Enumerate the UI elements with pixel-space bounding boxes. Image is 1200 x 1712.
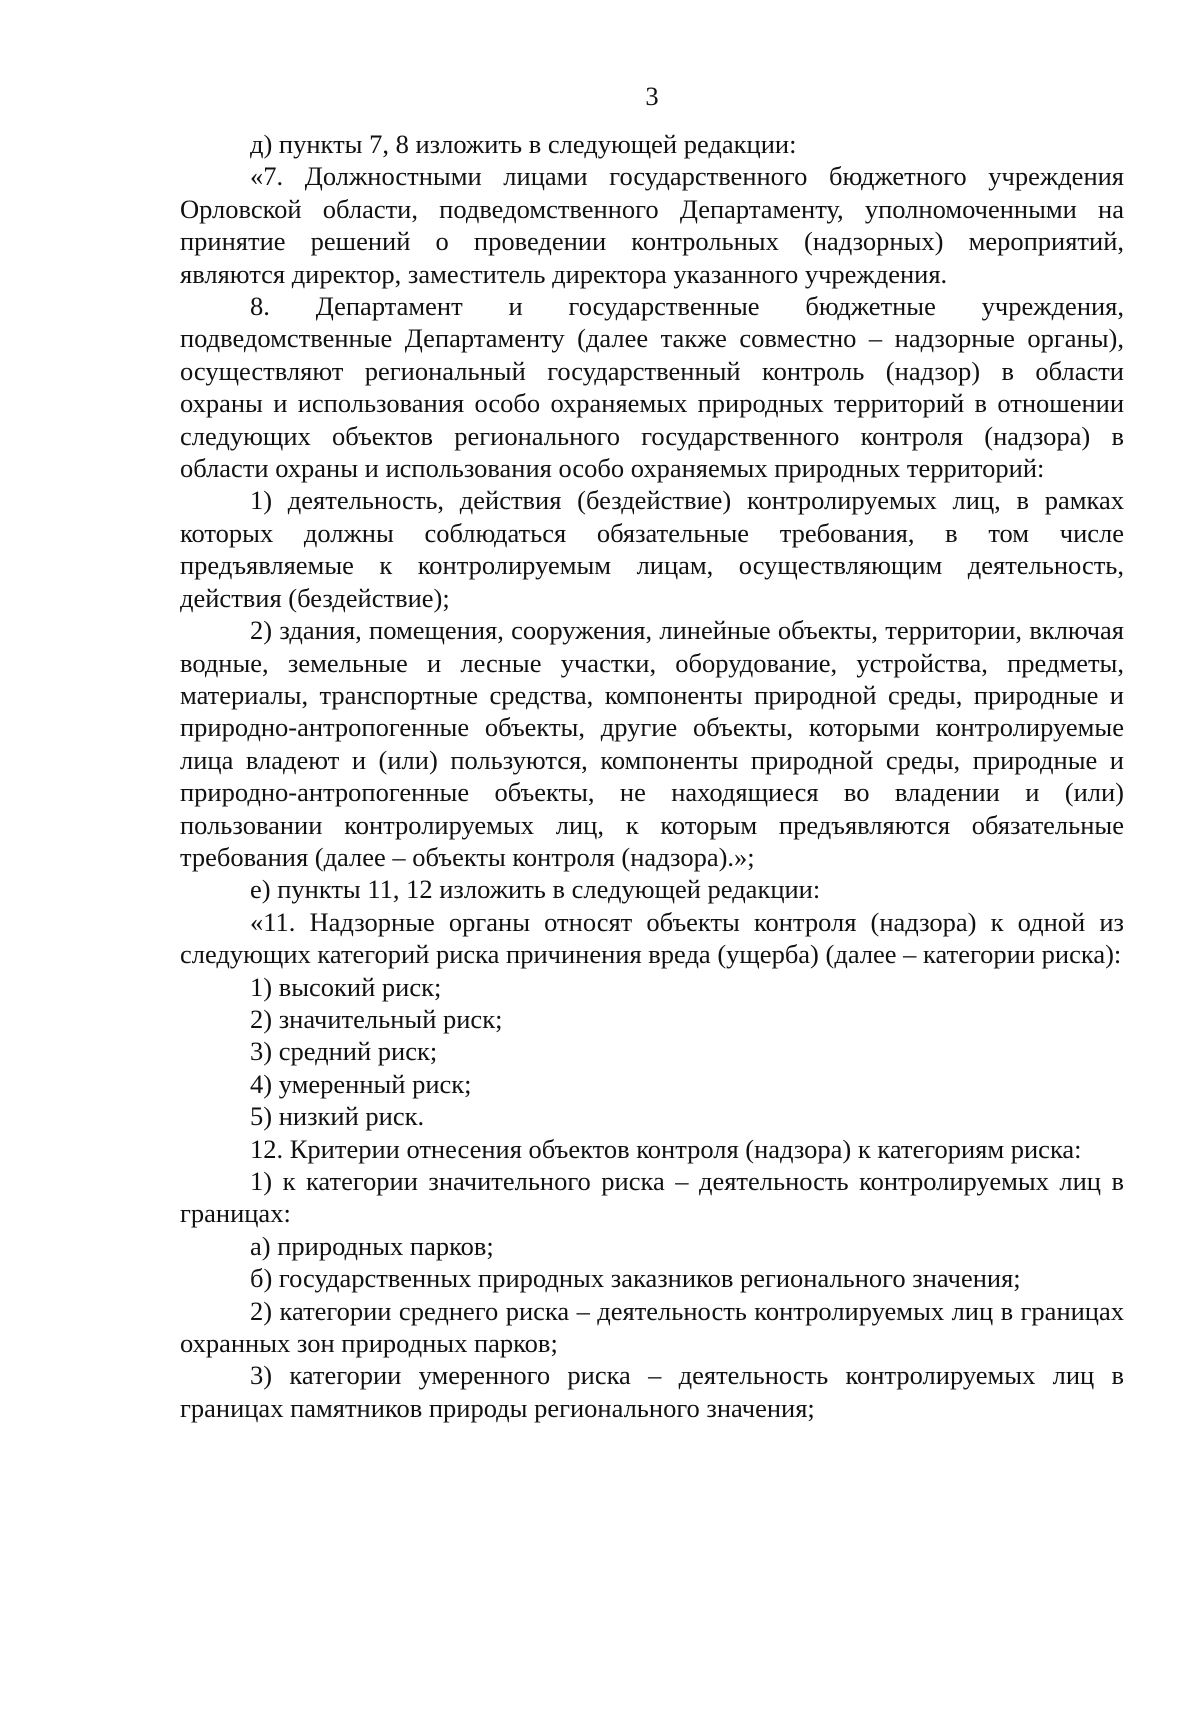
risk-list-item-1: 1) высокий риск; [250,971,442,1002]
page-number: 3 [645,81,659,111]
risk-list-item-4: 4) умеренный риск; [250,1068,472,1099]
paragraph-item-12-sub-2: 2) категории среднего риска – деятельность контролируемых лиц в границах охранных зон природных парков; [180,1295,1124,1359]
paragraph-item-11: «11. Надзорные органы относят объекты контроля (надзора) к одной из следующих категорий риска причинения вреда (ущерба) (далее – категории риска): [180,906,1124,970]
paragraph-item-12-sub-3: 3) категории умеренного риска – деятельность контролируемых лиц в границах памятников природы регионального значения; [180,1360,1124,1423]
paragraph-item-8-sub-2: 2) здания, помещения, сооружения, линейные объекты, территории, включая водные, земельные и лесные участки, оборудование, устройства, предметы, материалы, транспортные средства, компоненты природной среды, природные и природно-антропогенные объекты, другие объекты, которыми контролируемые лица владеют и (или) пользуются, компоненты природной среды, природные и природно-антропогенные объекты, не находящиеся во владении и (или) пользовании контролируемых лиц, к которым предъявляются обязательные требования (далее – объекты контроля (надзора).»; [180,615,1124,872]
paragraph-amend-e: е) пункты 11, 12 изложить в следующей редакции: [250,874,821,905]
document-page [180,80,1124,1424]
paragraph-item-7: «7. Должностными лицами государственного бюджетного учреждения Орловской области, подведомственного Департаменту, уполномоченными на принятие решений о проведении контрольных (надзорных) мероприятий, являются директор, заместитель директора указанного учреждения. [180,161,1124,289]
risk-list-item-5: 5) низкий риск. [250,1101,425,1132]
risk-list-item-2: 2) значительный риск; [250,1003,503,1034]
paragraph-item-12-sub-1-a: а) природных парков; [250,1230,494,1261]
paragraph-item-12-sub-1: 1) к категории значительного риска – деятельность контролируемых лиц в границах: [180,1166,1124,1229]
paragraph-item-12-sub-1-b: б) государственных природных заказников регионального значения; [250,1263,1021,1294]
risk-list-item-3: 3) средний риск; [250,1036,438,1067]
paragraph-item-8-sub-1: 1) деятельность, действия (бездействие) контролируемых лиц, в рамках которых должны соблюдаться обязательные требования, в том числе предъявляемые к контролируемым лицам, осуществляющим деятельность, действия (бездействие); [180,485,1124,613]
paragraph-item-8: 8. Департамент и государственные бюджетные учреждения, подведомственные Департаменту (далее также совместно – надзорные органы), осуществляют региональный государственный контроль (надзор) в области охраны и использования особо охраняемых природных территорий в отношении следующих объектов регионального государственного контроля (надзора) в области охраны и использования особо охраняемых природных территорий: [180,291,1124,484]
paragraph-item-12: 12. Критерии отнесения объектов контроля (надзора) к категориям риска: [250,1133,1082,1164]
paragraph-amend-d: д) пункты 7, 8 изложить в следующей редакции: [250,129,797,159]
